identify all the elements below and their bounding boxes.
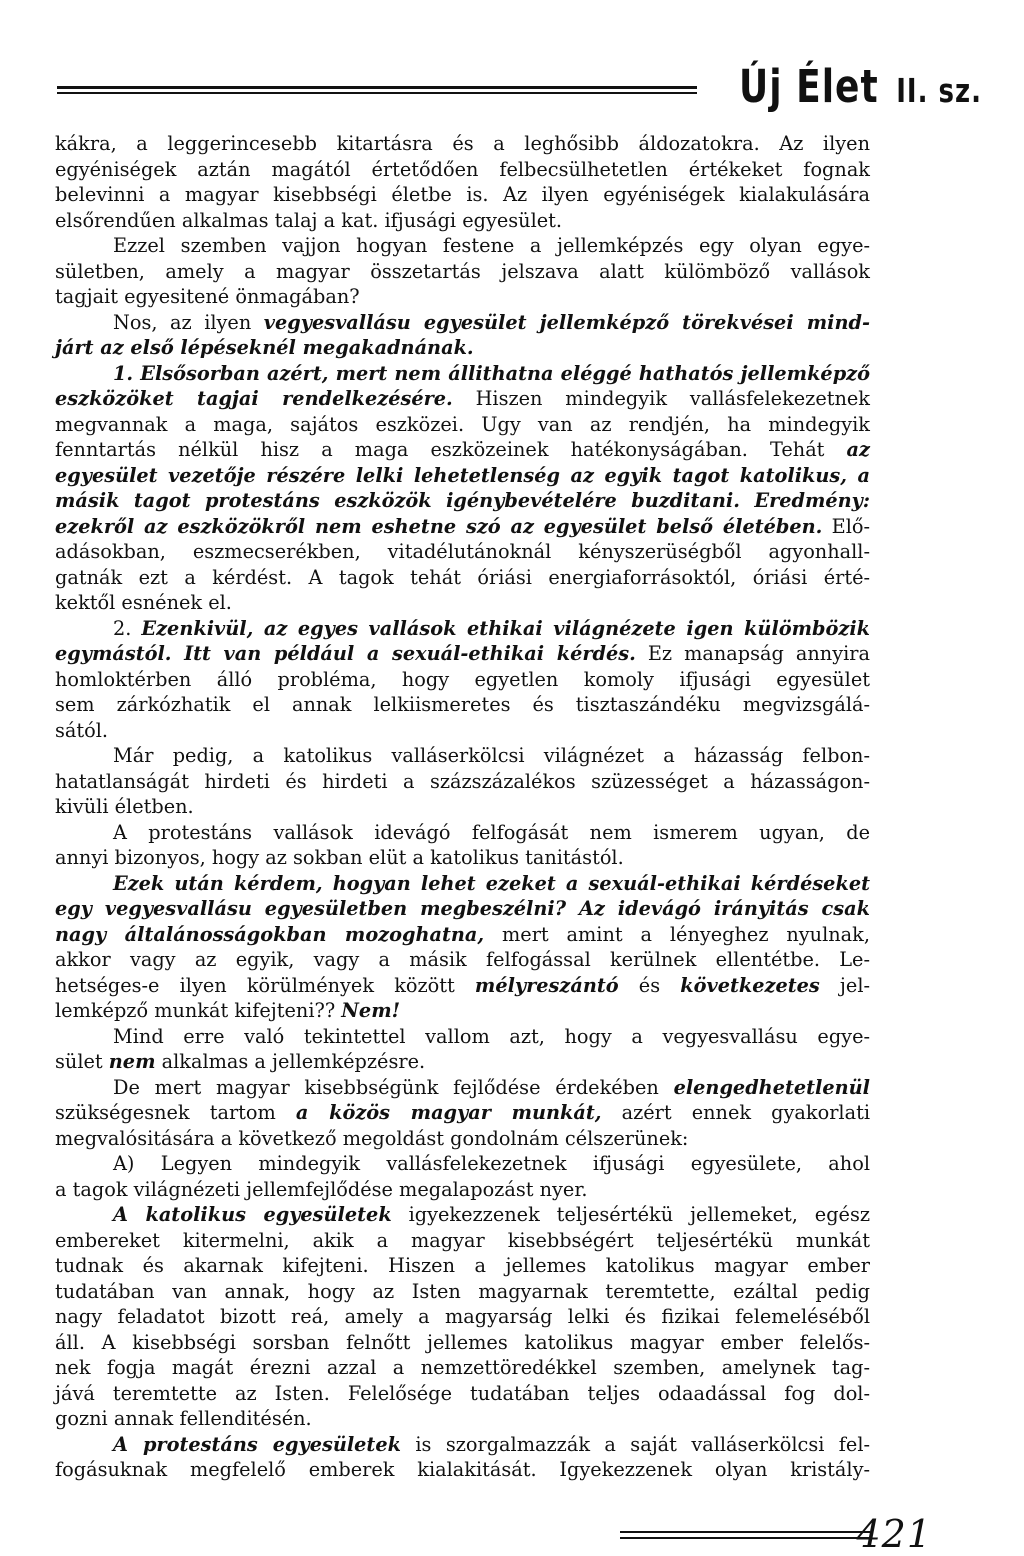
text-line: A protestáns vallások idevágó felfogását nem ismerem ugyan, de — [113, 820, 870, 844]
italic-run: az — [846, 438, 870, 461]
text-line: tudnak és akarnak kifejteni. Hiszen a jellemes katolikus magyar ember — [55, 1254, 870, 1277]
text-run: jel- — [819, 973, 870, 997]
text-line: A) Legyen mindegyik vallásfelekezetnek ifjusági egyesülete, ahol — [113, 1152, 870, 1175]
text-line — [55, 896, 870, 922]
issue-number: II. sz. — [896, 73, 982, 111]
text-run: 2. — [113, 616, 142, 640]
page-number: 421 — [856, 1512, 932, 1556]
italic-run: járt az első lépéseknél megakadnának. — [55, 336, 474, 359]
text-run: Hiszen mindegyik vallásfelekezetnek — [452, 387, 870, 410]
italic-run: Ezenkivül, az egyes vallások ethikai világnézete igen külömbözik — [141, 616, 871, 640]
text-run: hetséges-e ilyen körülmények között — [55, 973, 475, 997]
italic-run: Nem! — [341, 999, 401, 1022]
text-line — [55, 1100, 870, 1126]
text-run: igyekezzenek teljesértékü jellemeket, egész — [391, 1203, 870, 1226]
text-line: sem zárkózhatik el annak lelkiismeretes és tisztaszándéku megvizsgálá- — [55, 693, 870, 716]
footer-rule-bottom — [620, 1537, 870, 1539]
italic-run: vegyesvallásu egyesület jellemképző törekvései mind- — [263, 310, 870, 334]
masthead-title: Új Élet — [739, 62, 879, 114]
text-run: mert amint a lényeghez nyulnak, — [484, 922, 870, 946]
text-line: elsőrendűen alkalmas talaj a kat. ifjusági egyesület. — [55, 208, 563, 232]
text-line — [55, 1049, 870, 1075]
text-line: sától. — [55, 718, 109, 742]
header-rule-bottom — [57, 92, 697, 94]
text-line: nagy feladatot bizott reá, amely a magyarság lelki és fizikai felemeléséből — [55, 1305, 870, 1328]
italic-run: mélyreszántó — [474, 973, 619, 997]
text-line — [55, 1075, 870, 1101]
italic-run: nagy általánosságokban mozoghatna, — [55, 922, 485, 946]
text-line: nek fogja magát érezni azzal a nemzettöredékkel szemben, amelynek tag- — [55, 1356, 870, 1379]
italic-run: Ezek után kérdem, hogyan lehet ezeket a sexuál-ethikai kérdéseket — [113, 871, 870, 895]
text-line: áll. A kisebbségi sorsban felnőtt jellemes katolikus magyar ember felelős- — [55, 1330, 870, 1354]
text-line: adásokban, eszmecserékben, vitadélutánoknál kényszerüségből agyonhall- — [55, 540, 870, 563]
italic-run: eszközöket tagjai rendelkezésére. — [55, 387, 453, 410]
text-run: De mert magyar kisebbségünk fejlődése érdekében — [113, 1075, 674, 1099]
text-line — [55, 1202, 870, 1228]
text-line — [55, 463, 870, 489]
text-line: sületben, amely a magyar összetartás jelszava alatt külömböző vallások — [55, 259, 870, 283]
header-rule-top — [57, 86, 697, 89]
text-line: a tagok világnézeti jellemfejlődése megalapozást nyer. — [55, 1177, 588, 1201]
text-line: belevinni a magyar kisebbségi életbe is. Az ilyen egyéniségek kialakulására — [55, 183, 870, 206]
text-line: homloktérben álló probléma, hogy egyetlen komoly ifjusági egyesület — [55, 667, 870, 691]
text-line — [55, 616, 870, 642]
text-run: Ez manapság annyira — [635, 642, 870, 665]
text-line — [55, 514, 870, 540]
text-line — [55, 871, 870, 897]
text-line — [55, 641, 870, 667]
italic-run: következetes — [680, 973, 820, 997]
masthead — [739, 62, 982, 113]
text-run: és — [618, 973, 681, 997]
text-line: tudatában van annak, hogy az Isten magyarnak teremtette, ezáltal pedig — [55, 1279, 870, 1303]
text-line: Már pedig, a katolikus valláserkölcsi világnézet a házasság felbon- — [113, 744, 870, 767]
italic-run: másik tagot protestáns eszközök igénybevételére buzditani. Eredmény: — [55, 489, 870, 512]
text-line: fogásuknak megfelelő emberek kialakitását. Igyekezzenek olyan kristály- — [55, 1458, 870, 1481]
footer-rule-top — [620, 1531, 870, 1533]
italic-run: a közös magyar munkát, — [295, 1101, 602, 1124]
text-run: fenntartás nélkül hisz a maga eszközeinek hatékonyságában. Tehát — [55, 438, 847, 461]
text-run: is szorgalmazzák a saját valláserkölcsi fel- — [400, 1432, 871, 1456]
text-line — [55, 437, 870, 463]
text-line: megvalósitására a következő megoldást gondolnám célszerünek: — [55, 1126, 689, 1150]
text-line — [55, 361, 870, 387]
page-header — [0, 0, 1024, 120]
italic-run: A katolikus egyesületek — [113, 1203, 392, 1226]
italic-run: A protestáns egyesületek — [113, 1432, 401, 1456]
text-line: akkor vagy az egyik, vagy a másik felfogással kerülnek ellentétbe. Le- — [55, 948, 870, 971]
text-run: Elő- — [822, 514, 871, 538]
text-run: alkalmas a jellemképzésre. — [155, 1050, 426, 1073]
italic-run: nem — [108, 1050, 156, 1073]
text-run: lemképző munkát kifejteni?? — [55, 999, 342, 1022]
text-line — [55, 973, 870, 999]
italic-run: egy vegyesvallásu egyesületben megbeszélni? Az idevágó irányitás csak — [55, 897, 870, 920]
text-line: kektől esnének el. — [55, 591, 232, 614]
text-line — [55, 310, 870, 336]
text-line: megvannak a maga, sajátos eszközei. Ugy van az rendjén, ha mindegyik — [55, 412, 870, 436]
text-line: Ezzel szemben vajjon hogyan festene a jellemképzés egy olyan egye- — [113, 234, 870, 257]
text-line: egyéniségek aztán magától értetődően felbecsülhetetlen értékeket fognak — [55, 157, 870, 181]
italic-run: egyesület vezetője részére lelki lehetetlenség az egyik tagot katolikus, a — [55, 463, 870, 487]
text-line — [55, 998, 870, 1024]
text-line — [55, 1432, 870, 1458]
text-run: sület — [55, 1050, 109, 1073]
text-line: kákra, a leggerincesebb kitartásra és a leghősibb áldozatokra. Az ilyen — [55, 132, 870, 155]
text-line: jává teremtette az Isten. Felelősége tudatában teljes odaadással fog dol- — [55, 1381, 870, 1405]
text-line — [55, 488, 870, 514]
text-line — [55, 386, 870, 412]
text-line: gatnák ezt a kérdést. A tagok tehát óriási energiaforrásoktól, óriási érté- — [55, 565, 870, 589]
italic-run: egymástól. Itt van például a sexuál-ethikai kérdés. — [55, 642, 636, 665]
text-run: azért ennek gyakorlati — [601, 1101, 870, 1124]
text-line: Mind erre való tekintettel vallom azt, hogy a vegyesvallásu egye- — [113, 1024, 870, 1048]
text-line: tagjait egyesitené önmagában? — [55, 285, 360, 308]
text-line — [55, 335, 870, 361]
text-line: embereket kitermelni, akik a magyar kisebbségért teljesértékü munkát — [55, 1228, 870, 1252]
italic-run: ezekről az eszközökről nem eshetne szó az egyesület belső életében. — [55, 514, 823, 538]
italic-run: 1. Elsősorban azért, mert nem állithatna eléggé hathatós jellemképző — [113, 361, 870, 385]
text-run: szükségesnek tartom — [55, 1101, 296, 1124]
text-line: kivüli életben. — [55, 795, 194, 818]
text-line — [55, 922, 870, 948]
italic-run: elengedhetetlenül — [673, 1075, 870, 1099]
text-line: hatatlanságát hirdeti és hirdeti a százszázalékos szüzességet a házasságon- — [55, 769, 870, 793]
text-line: gozni annak fellenditésén. — [55, 1407, 312, 1430]
text-run: Nos, az ilyen — [113, 310, 264, 334]
text-line: annyi bizonyos, hogy az sokban elüt a katolikus tanitástól. — [55, 846, 624, 869]
article-body — [55, 131, 870, 1483]
